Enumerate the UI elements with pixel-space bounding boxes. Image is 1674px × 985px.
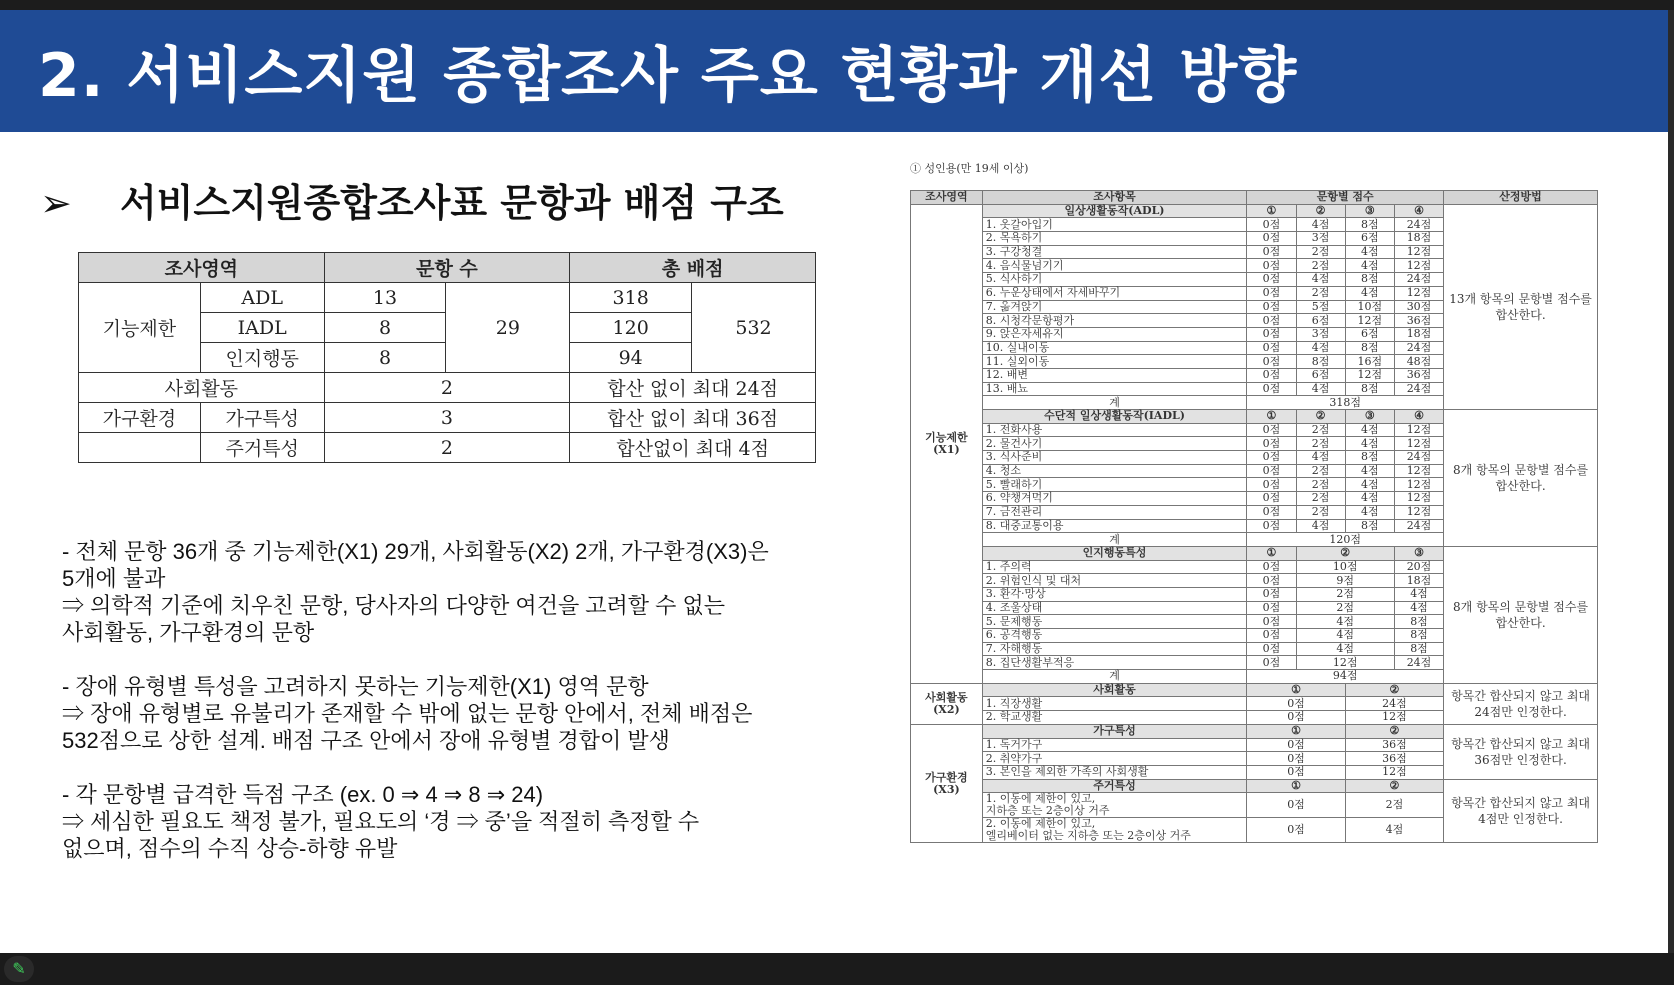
form-score: 0점 [1247, 818, 1345, 843]
form-score: 0점 [1247, 656, 1296, 670]
form-item-label: 4. 음식물넘기기 [982, 259, 1247, 273]
form-score: 0점 [1247, 574, 1296, 588]
func-total-count: 29 [446, 283, 570, 373]
group-func-label: 기능제한 [79, 283, 201, 373]
form-score: 4점 [1296, 615, 1394, 629]
form-score: 2점 [1296, 245, 1345, 259]
count-cell: 8 [324, 343, 446, 373]
form-section-title-row [911, 410, 1598, 424]
form-score: 8점 [1296, 355, 1345, 369]
form-score: 24점 [1394, 218, 1443, 232]
form-score: 24점 [1394, 341, 1443, 355]
form-score: 6점 [1345, 327, 1394, 341]
analysis-text [62, 538, 842, 889]
form-score: 0점 [1247, 505, 1296, 519]
form-score: 12점 [1394, 478, 1443, 492]
form-item-label: 1. 직장생활 [982, 697, 1247, 711]
section-subtitle [40, 172, 784, 227]
score-cell: 94 [570, 343, 692, 373]
form-score: 6점 [1296, 314, 1345, 328]
form-mark: ① [1247, 546, 1296, 560]
social-count: 2 [324, 373, 570, 403]
form-score: 0점 [1247, 615, 1296, 629]
form-item-label: 5. 식사하기 [982, 273, 1247, 287]
form-score: 8점 [1345, 382, 1394, 396]
form-score: 8점 [1394, 615, 1443, 629]
form-section-title: 인지행동특성 [982, 546, 1247, 560]
form-section-title-row [911, 724, 1598, 738]
form-score: 0점 [1247, 492, 1296, 506]
table-row [79, 403, 816, 433]
text-line: ⇒ 장애 유형별로 유불리가 존재할 수 밖에 없는 문항 안에서, 전체 배점은 [62, 701, 753, 726]
count-cell: 8 [324, 313, 446, 343]
form-score: 4점 [1296, 273, 1345, 287]
form-score: 0점 [1247, 286, 1296, 300]
form-score: 12점 [1394, 286, 1443, 300]
form-score: 24점 [1345, 697, 1443, 711]
form-score: 4점 [1394, 587, 1443, 601]
form-score: 2점 [1296, 478, 1345, 492]
form-item-label: 3. 구강청결 [982, 245, 1247, 259]
form-item-label: 6. 약챙겨먹기 [982, 492, 1247, 506]
form-item-label: 13. 배뇨 [982, 382, 1247, 396]
form-total-value: 318점 [1247, 396, 1444, 410]
form-method: 항목간 합산되지 않고 최대 36점만 인정한다. [1444, 724, 1598, 779]
form-score: 0점 [1247, 451, 1296, 465]
form-score: 0점 [1247, 752, 1345, 766]
form-score: 10점 [1345, 300, 1394, 314]
form-item-label: 1. 이동에 제한이 있고, 지하층 또는 2층이상 거주 [982, 793, 1247, 818]
func-total-score: 532 [692, 283, 816, 373]
form-score: 0점 [1247, 218, 1296, 232]
score-structure-table [78, 252, 816, 463]
form-item-label: 4. 청소 [982, 464, 1247, 478]
form-item-label: 9. 앉은자세유지 [982, 327, 1247, 341]
form-section-title: 사회활동 [982, 683, 1247, 697]
form-header-score: 문항별 점수 [1247, 191, 1444, 205]
form-mark: ① [1247, 779, 1345, 793]
form-score: 2점 [1296, 505, 1345, 519]
form-score: 8점 [1345, 451, 1394, 465]
form-score: 12점 [1394, 437, 1443, 451]
form-score: 0점 [1247, 327, 1296, 341]
form-score: 2점 [1296, 587, 1394, 601]
form-score: 36점 [1394, 314, 1443, 328]
form-score: 12점 [1296, 656, 1394, 670]
form-score: 0점 [1247, 368, 1296, 382]
form-score: 4점 [1345, 818, 1443, 843]
form-item-label: 8. 대중교통이용 [982, 519, 1247, 533]
form-score: 4점 [1345, 464, 1394, 478]
form-score: 2점 [1296, 492, 1345, 506]
survey-form-table [910, 190, 1598, 843]
form-score: 2점 [1296, 423, 1345, 437]
form-mark: ② [1296, 204, 1345, 218]
form-score: 0점 [1247, 601, 1296, 615]
form-score: 36점 [1345, 752, 1443, 766]
text-line: 532점으로 상한 설계. 배점 구조 안에서 장애 유형별 경합이 발생 [62, 728, 670, 753]
form-item-label: 8. 시청각문항평가 [982, 314, 1247, 328]
form-total-label: 계 [982, 533, 1247, 547]
form-score: 8점 [1345, 341, 1394, 355]
sub-label: 인지행동 [200, 343, 324, 373]
form-score: 4점 [1296, 642, 1394, 656]
text-line: 5개에 불과 [62, 566, 166, 591]
form-item-label: 2. 목욕하기 [982, 232, 1247, 246]
empty-cell [79, 433, 201, 463]
form-item-label: 3. 본인을 제외한 가족의 사회생활 [982, 765, 1247, 779]
form-area-label: 사회활동 (X2) [911, 683, 983, 724]
form-section-title-row [911, 546, 1598, 560]
form-area-label: 가구환경 (X3) [911, 724, 983, 842]
household-group-label: 가구환경 [79, 403, 201, 433]
form-item-label: 2. 위험인식 및 대처 [982, 574, 1247, 588]
form-score: 2점 [1345, 793, 1443, 818]
form-item-label: 10. 실내이동 [982, 341, 1247, 355]
form-score: 4점 [1345, 286, 1394, 300]
table-row [79, 433, 816, 463]
form-score: 4점 [1296, 519, 1345, 533]
bullet-arrow-icon: ➢ [40, 181, 72, 225]
form-score: 36점 [1345, 738, 1443, 752]
form-score: 4점 [1345, 437, 1394, 451]
form-score: 0점 [1247, 300, 1296, 314]
form-score: 3점 [1296, 232, 1345, 246]
form-score: 8점 [1345, 273, 1394, 287]
form-score: 0점 [1247, 738, 1345, 752]
form-header-item: 조사항목 [982, 191, 1247, 205]
form-score: 0점 [1247, 464, 1296, 478]
form-score: 4점 [1296, 382, 1345, 396]
form-score: 0점 [1247, 423, 1296, 437]
score-cell: 합산 없이 최대 36점 [570, 403, 816, 433]
form-section-title: 주거특성 [982, 779, 1247, 793]
score-cell: 합산없이 최대 4점 [570, 433, 816, 463]
form-score: 0점 [1247, 437, 1296, 451]
form-score: 4점 [1345, 505, 1394, 519]
form-score: 4점 [1394, 601, 1443, 615]
form-header-area: 조사영역 [911, 191, 983, 205]
form-score: 0점 [1247, 245, 1296, 259]
sub-label: 가구특성 [200, 403, 324, 433]
paragraph [62, 673, 842, 754]
text-line: - 장애 유형별 특성을 고려하지 못하는 기능제한(X1) 영역 문항 [62, 674, 649, 699]
table-header-row [79, 253, 816, 283]
form-item-label: 11. 실외이동 [982, 355, 1247, 369]
form-header-row [911, 191, 1598, 205]
form-score: 3점 [1296, 327, 1345, 341]
form-score: 12점 [1345, 368, 1394, 382]
form-score: 0점 [1247, 314, 1296, 328]
text-line: 없으며, 점수의 수직 상승-하향 유발 [62, 836, 398, 861]
form-item-label: 1. 옷갈아입기 [982, 218, 1247, 232]
form-score: 2점 [1296, 259, 1345, 273]
count-cell: 3 [324, 403, 570, 433]
form-score: 18점 [1394, 574, 1443, 588]
form-score: 0점 [1247, 382, 1296, 396]
form-score: 8점 [1394, 629, 1443, 643]
subtitle-text: 서비스지원종합조사표 문항과 배점 구조 [120, 181, 784, 225]
form-score: 20점 [1394, 560, 1443, 574]
form-score: 24점 [1394, 382, 1443, 396]
form-score: 4점 [1296, 341, 1345, 355]
form-score: 18점 [1394, 327, 1443, 341]
form-mark: ② [1345, 683, 1443, 697]
form-score: 12점 [1345, 711, 1443, 725]
form-score: 0점 [1247, 793, 1345, 818]
social-label: 사회활동 [79, 373, 325, 403]
form-mark: ① [1247, 724, 1345, 738]
form-score: 0점 [1247, 341, 1296, 355]
form-section-title-row [911, 779, 1598, 793]
form-score: 2점 [1296, 437, 1345, 451]
form-total-label: 계 [982, 396, 1247, 410]
form-method: 8개 항목의 문항별 점수를 합산한다. [1444, 546, 1598, 683]
form-score: 0점 [1247, 697, 1345, 711]
form-score: 12점 [1394, 505, 1443, 519]
sub-label: IADL [200, 313, 324, 343]
sub-label: ADL [200, 283, 324, 313]
slide-header [0, 10, 1668, 132]
text-line: ⇒ 세심한 필요도 책정 불가, 필요도의 ‘경 ⇒ 중’을 적절히 측정할 수 [62, 809, 700, 834]
form-mark: ① [1247, 683, 1345, 697]
form-score: 24점 [1394, 273, 1443, 287]
form-area-label: 기능제한 (X1) [911, 204, 983, 683]
form-section-title: 수단적 일상생활동작(IADL) [982, 410, 1247, 424]
form-header-method: 산정방법 [1444, 191, 1598, 205]
form-score: 5점 [1296, 300, 1345, 314]
score-cell: 318 [570, 283, 692, 313]
slide-title: 2. 서비스지원 종합조사 주요 현황과 개선 방향 [38, 41, 1298, 111]
form-item-label: 6. 누운상태에서 자세바꾸기 [982, 286, 1247, 300]
form-method: 13개 항목의 문항별 점수를 합산한다. [1444, 204, 1598, 409]
form-mark: ③ [1345, 204, 1394, 218]
form-score: 4점 [1345, 259, 1394, 273]
form-item-label: 5. 문제행동 [982, 615, 1247, 629]
form-item-label: 2. 학교생활 [982, 711, 1247, 725]
form-score: 24점 [1394, 451, 1443, 465]
form-score: 4점 [1345, 423, 1394, 437]
form-score: 0점 [1247, 560, 1296, 574]
header-area: 조사영역 [79, 253, 325, 283]
form-score: 12점 [1394, 259, 1443, 273]
form-score: 24점 [1394, 656, 1443, 670]
form-score: 4점 [1296, 451, 1345, 465]
window-right-edge [1668, 10, 1674, 953]
form-section-title-row [911, 683, 1598, 697]
form-item-label: 7. 옮겨앉기 [982, 300, 1247, 314]
score-cell: 120 [570, 313, 692, 343]
header-count: 문항 수 [324, 253, 570, 283]
form-item-label: 1. 독거가구 [982, 738, 1247, 752]
form-total-value: 94점 [1247, 670, 1444, 684]
form-score: 4점 [1345, 245, 1394, 259]
form-score: 6점 [1345, 232, 1394, 246]
window-top-bar [0, 0, 1674, 10]
text-line: - 각 문항별 급격한 득점 구조 (ex. 0 ⇒ 4 ⇒ 8 ⇒ 24) [62, 782, 544, 807]
form-score: 48점 [1394, 355, 1443, 369]
form-score: 0점 [1247, 765, 1345, 779]
pen-icon[interactable]: ✎ [4, 956, 34, 982]
form-score: 0점 [1247, 711, 1345, 725]
form-score: 12점 [1394, 464, 1443, 478]
form-total-label: 계 [982, 670, 1247, 684]
form-item-label: 1. 전화사용 [982, 423, 1247, 437]
form-mark: ② [1296, 410, 1345, 424]
form-score: 36점 [1394, 368, 1443, 382]
form-method: 항목간 합산되지 않고 최대 4점만 인정한다. [1444, 779, 1598, 843]
form-caption: ① 성인용(만 19세 이상) [910, 162, 1029, 175]
form-mark: ② [1345, 779, 1443, 793]
form-score: 2점 [1296, 286, 1345, 300]
form-score: 0점 [1247, 629, 1296, 643]
form-mark: ① [1247, 204, 1296, 218]
form-score: 4점 [1345, 478, 1394, 492]
form-score: 2점 [1296, 464, 1345, 478]
form-item-label: 12. 배변 [982, 368, 1247, 382]
form-mark: ④ [1394, 410, 1443, 424]
form-item-label: 2. 이동에 제한이 있고, 엘리베이터 없는 지하층 또는 2층이상 거주 [982, 818, 1247, 843]
form-item-label: 2. 취약가구 [982, 752, 1247, 766]
form-section-title: 가구특성 [982, 724, 1247, 738]
form-score: 0점 [1247, 259, 1296, 273]
form-item-label: 2. 물건사기 [982, 437, 1247, 451]
form-total-value: 120점 [1247, 533, 1444, 547]
form-mark: ② [1345, 724, 1443, 738]
form-score: 4점 [1345, 492, 1394, 506]
form-score: 0점 [1247, 273, 1296, 287]
form-score: 8점 [1394, 642, 1443, 656]
form-score: 0점 [1247, 232, 1296, 246]
text-line: 사회활동, 가구환경의 문항 [62, 620, 315, 645]
form-score: 8점 [1345, 218, 1394, 232]
paragraph [62, 781, 842, 862]
form-score: 0점 [1247, 355, 1296, 369]
header-score: 총 배점 [570, 253, 816, 283]
sub-label: 주거특성 [200, 433, 324, 463]
form-score: 12점 [1345, 314, 1394, 328]
form-score: 12점 [1345, 765, 1443, 779]
form-item-label: 4. 조울상태 [982, 601, 1247, 615]
form-score: 0점 [1247, 478, 1296, 492]
form-mark: ② [1296, 546, 1394, 560]
form-item-label: 1. 주의력 [982, 560, 1247, 574]
form-section-title: 일상생활동작(ADL) [982, 204, 1247, 218]
form-score: 4점 [1296, 629, 1394, 643]
form-score: 16점 [1345, 355, 1394, 369]
form-score: 30점 [1394, 300, 1443, 314]
form-score: 0점 [1247, 519, 1296, 533]
form-score: 12점 [1394, 245, 1443, 259]
form-item-label: 7. 자해행동 [982, 642, 1247, 656]
count-cell: 13 [324, 283, 446, 313]
form-score: 12점 [1394, 423, 1443, 437]
table-row [79, 283, 816, 313]
form-item-label: 3. 환각·망상 [982, 587, 1247, 601]
form-score: 0점 [1247, 642, 1296, 656]
form-score: 6점 [1296, 368, 1345, 382]
count-cell: 2 [324, 433, 570, 463]
form-mark: ④ [1394, 204, 1443, 218]
presentation-slide [0, 10, 1668, 953]
form-mark: ③ [1394, 546, 1443, 560]
form-item-label: 6. 공격행동 [982, 629, 1247, 643]
scanned-survey-form [902, 160, 1604, 920]
form-item-label: 7. 금전관리 [982, 505, 1247, 519]
form-score: 12점 [1394, 492, 1443, 506]
form-score: 10점 [1296, 560, 1394, 574]
form-item-label: 3. 식사준비 [982, 451, 1247, 465]
paragraph [62, 538, 842, 646]
form-mark: ① [1247, 410, 1296, 424]
form-section-title-row [911, 204, 1598, 218]
form-score: 18점 [1394, 232, 1443, 246]
form-method: 항목간 합산되지 않고 최대 24점만 인정한다. [1444, 683, 1598, 724]
table-row [79, 373, 816, 403]
form-score: 24점 [1394, 519, 1443, 533]
text-line: - 전체 문항 36개 중 기능제한(X1) 29개, 사회활동(X2) 2개, 가구환경(X3)은 [62, 539, 769, 564]
form-method: 8개 항목의 문항별 점수를 합산한다. [1444, 410, 1598, 547]
bottom-toolbar [0, 953, 1674, 985]
form-score: 9점 [1296, 574, 1394, 588]
form-score: 4점 [1296, 218, 1345, 232]
form-score: 0점 [1247, 587, 1296, 601]
social-score: 합산 없이 최대 24점 [570, 373, 816, 403]
form-score: 8점 [1345, 519, 1394, 533]
form-item-label: 8. 집단생활부적응 [982, 656, 1247, 670]
form-mark: ③ [1345, 410, 1394, 424]
form-score: 2점 [1296, 601, 1394, 615]
text-line: ⇒ 의학적 기준에 치우친 문항, 당사자의 다양한 여건을 고려할 수 없는 [62, 593, 726, 618]
form-item-label: 5. 빨래하기 [982, 478, 1247, 492]
